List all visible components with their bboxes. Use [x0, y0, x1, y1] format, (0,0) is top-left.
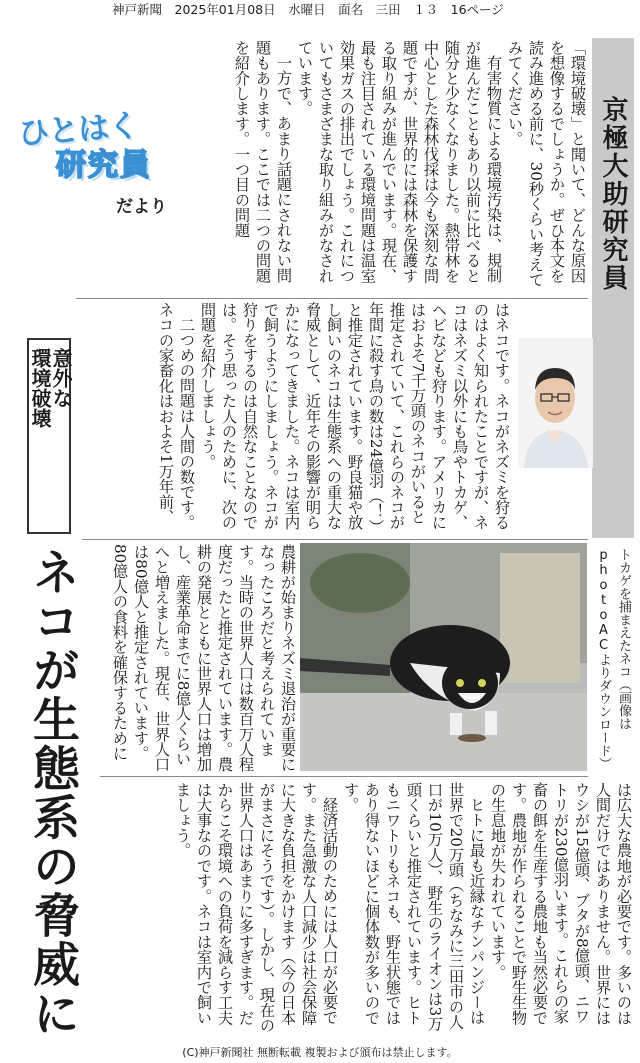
subhead-badge [27, 338, 71, 534]
logo-line-3: だより [116, 197, 167, 217]
paragraph: ヒトに最も近縁なチンパンジーは世界で20万頭（ちなみに三田市の人口が10万人）、野生のライオンは3万頭くらいと推定されています。ヒトもニワトリもネコも、野生状態ではあり得ないほどに個体数が多いのです。 [342, 782, 486, 1032]
subhead-line-1: 意外な [49, 348, 73, 408]
divider [76, 298, 588, 299]
paragraph: はネコです。ネコがネズミを狩るのはよく知られたことですが、ネコはネズミ以外にも鳥やトカゲ、ヘビなども狩ります。アメリカにはおよそ7千万頭のネコがいると推定されていて、これらのネコが年間に殺す鳥の数は24億羽（！）と推定されています。野良猫や放し飼いのネコは生態系への重大な脅威として、近年その影響が明らかになってきました。ネコは室内で飼うようにしましょう。ネコが狩りをするのは自然なことなのでは。そう思った人のために、次の問題を紹介しましょう。 [199, 302, 511, 535]
body-bottom-mid [100, 544, 298, 774]
paragraph: は広大な農地が必要です。多いのは人間だけではありません。世界にはウシが15億頭、ブタが8億頭、ニワトリが230億羽います。これらの家畜の餌を生産する農地も当然必要です。農地が作られることで野生生物の生息地が失われています。 [489, 782, 633, 1026]
logo-line-1: ひとはく [17, 107, 140, 153]
paragraph: 二つめの問題は人間の数です。ネコの家畜化はおよそ1万年前、 [157, 302, 196, 530]
paragraph: 「環境破壊」と聞いて、どんな原因を想像するでしょうか。ぜひ本文を読み進める前に、30秒くらい考えてみてください。 [506, 40, 587, 288]
headline: ネコが生態系の脅威に [25, 548, 80, 1038]
author-title-box [592, 38, 634, 538]
paragraph: 一方で、あまり話題にされない問題もあります。ここでは二つの問題を紹介します。一つ目の問題 [233, 40, 293, 284]
body-bottom-right [100, 782, 634, 1034]
paragraph: 経済活動のためには人口が必要です。また急激な人口減少は社会保障に大きな負担をかけます（今の日本がまさにそうです）。しかし、現在の世界人口はあまりに多すぎます。だからこそ環境への負荷を減らす工夫は大事なのです。ネコは室内で飼いましょう。 [174, 782, 339, 1033]
body-mid-block [80, 302, 512, 536]
logo-line-2: 研究員 [56, 148, 152, 183]
author-name: 京極大助研究員 [598, 96, 628, 292]
divider [100, 776, 588, 777]
paragraph: 農耕が始まりネズミ退治が重要になったころだと考えられています。当時の世界人口は数百万人程度だったと推定されています。農耕の発展とともに世界人口は増加し、産業革命までに8億人くらいへと増えました。現在、世界人口は80億人と推定されています。80億人の食料を確保するために [111, 544, 297, 772]
divider [82, 539, 588, 540]
copyright-footer: (C)神戸新聞社 無断転載 複製および頒布は禁止します。 [182, 1046, 458, 1059]
cat-photo [300, 543, 587, 771]
newspaper-header: 神戸新聞 2025年01月08日 水曜日 面名 三田 １３ 16ページ [112, 2, 504, 17]
column-logo [16, 104, 174, 230]
paragraph: 有害物質による環境汚染は、規制が進んだこともあり以前に比べると随分と少なくなりました。熱帯林を中心とした森林伐採は今も深刻な問題ですが、世界的には森林を保護する取り組みが進んでいます。現在、最も注目されている環境問題は温室効果ガスの排出でしょう。これについてもさまざまな取り組みがなされています。 [296, 40, 503, 284]
author-portrait [518, 338, 593, 468]
photo-caption: トカゲを捕まえたネコ（画像はphotoACよりダウンロード） [596, 548, 631, 770]
body-top-block [168, 40, 588, 296]
subhead-line-2: 環境破壊 [28, 348, 52, 428]
